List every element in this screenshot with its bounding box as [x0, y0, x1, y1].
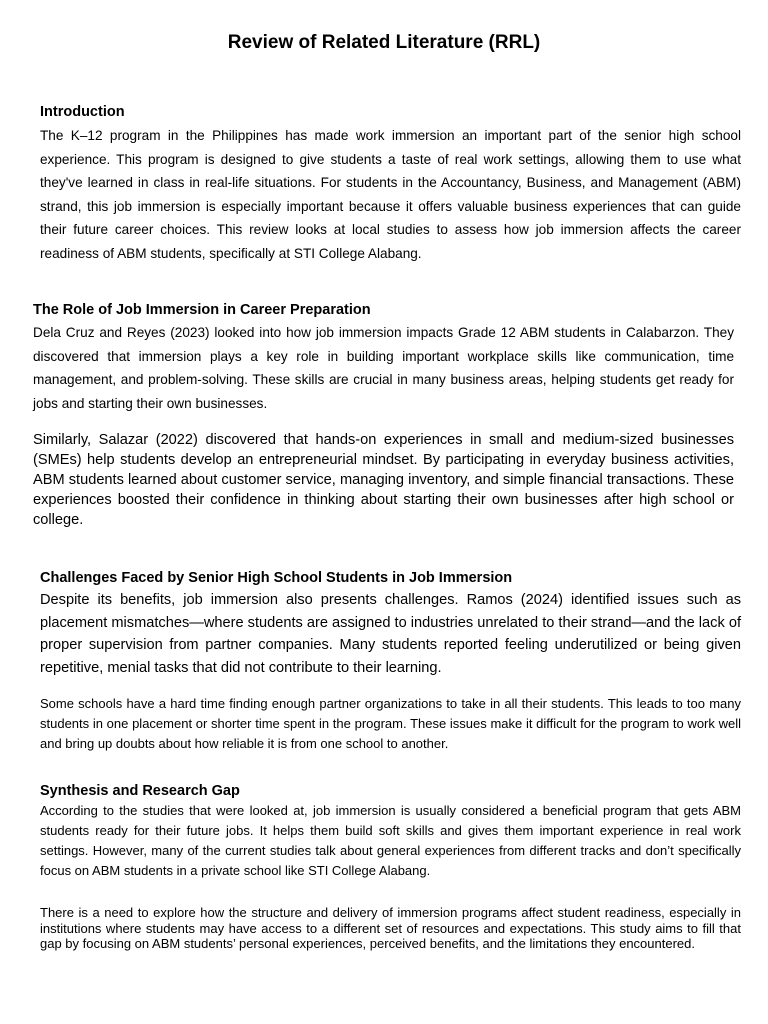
challenges-paragraph-1: Despite its benefits, job immersion also presents challenges. Ramos (2024) identified issues such as placement mismatches—where students are assigned to industries unrelated to their strand—and the lack of proper supervision from partner companies. Many students reported feeling underutilized or being given repetitive, menial tasks that did not contribute to their learning.	[40, 592, 741, 676]
introduction-heading: Introduction	[40, 104, 125, 120]
challenges-heading: Challenges Faced by Senior High School Students in Job Immersion	[40, 570, 513, 586]
introduction-paragraph: The K–12 program in the Philippines has made work immersion an important part of the senior high school experience. This program is designed to give students a taste of real work settings, allowing them to use what they've learned in class in real-life situations. For students in the Accountancy, Business, and Management (ABM) strand, this job immersion is especially important because it offers valuable business experiences that can guide their future career choices. This review looks at local studies to assess how job immersion affects the career readiness of ABM students, specifically at STI College Alabang.	[40, 128, 741, 261]
role-heading: The Role of Job Immersion in Career Preparation	[33, 302, 371, 318]
role-paragraph-1: Dela Cruz and Reyes (2023) looked into how job immersion impacts Grade 12 ABM students in Calabarzon. They discovered that immersion plays a key role in building important workplace skills like communication, time management, and problem-solving. These skills are crucial in many business areas, helping students get ready for jobs and starting their own businesses.	[33, 325, 734, 411]
role-paragraph-2: Similarly, Salazar (2022) discovered that hands-on experiences in small and medium-sized businesses (SMEs) help students develop an entrepreneurial mindset. By participating in everyday business activities, ABM students learned about customer service, managing inventory, and simple financial transactions. These experiences boosted their confidence in thinking about starting their own businesses after high school or college.	[33, 432, 734, 528]
page-title: Review of Related Literature (RRL)	[227, 32, 541, 53]
synthesis-heading: Synthesis and Research Gap	[40, 783, 240, 799]
synthesis-paragraph-2: There is a need to explore how the structure and delivery of immersion programs affect student readiness, especially in institutions where students may have access to a different set of resources and expectations. This study aims to fill that gap by focusing on ABM students’ personal experiences, perceived benefits, and the limitations they encountered.	[40, 905, 741, 951]
synthesis-paragraph-1: According to the studies that were looked at, job immersion is usually considered a beneficial program that gets ABM students ready for their future jobs. It helps them build soft skills and gives them important experience in real work settings. However, many of the current studies talk about general experiences from different tracks and don’t specifically focus on ABM students in a private school like STI College Alabang.	[40, 803, 741, 878]
challenges-paragraph-2: Some schools have a hard time finding enough partner organizations to take in all their students. This leads to too many students in one placement or shorter time spent in the program. These issues make it difficult for the program to work well and bring up doubts about how reliable it is from one school to another.	[40, 696, 741, 751]
